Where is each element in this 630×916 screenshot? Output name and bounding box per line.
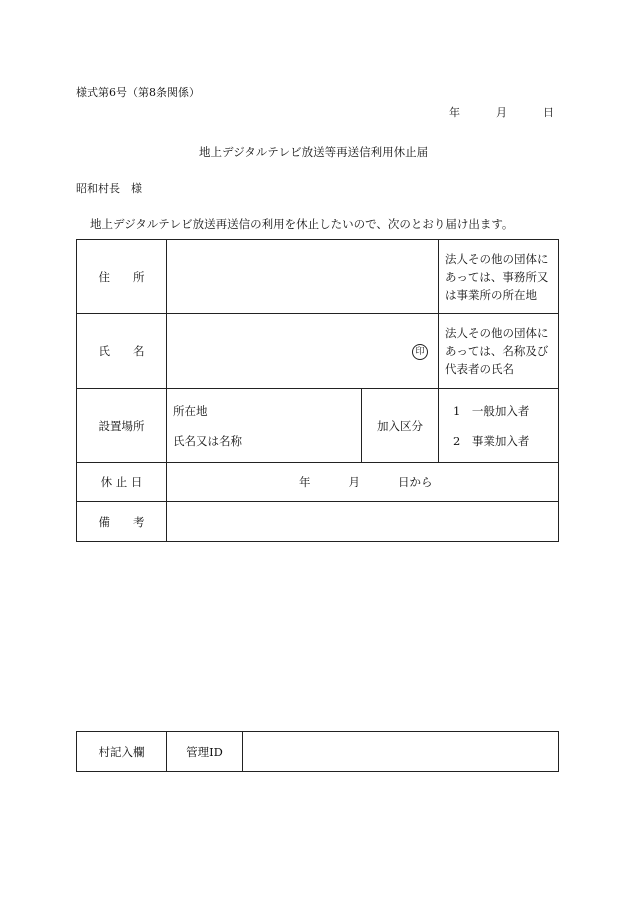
category-options [439, 389, 559, 463]
install-location-label: 所在地 [173, 403, 208, 418]
date-month-label: 月 [496, 106, 507, 119]
address-note-line: 法人その他の団体に [445, 251, 549, 266]
management-id-field[interactable] [243, 732, 559, 772]
category-option-general[interactable]: 1 一般加入者 [453, 403, 530, 418]
name-field[interactable] [167, 314, 439, 389]
suspend-row [77, 463, 559, 502]
name-note [439, 314, 559, 389]
remarks-label: 備 考 [77, 502, 167, 542]
install-label: 設置場所 [77, 389, 167, 463]
address-note [439, 240, 559, 314]
name-note-line: 法人その他の団体に [445, 326, 549, 340]
suspend-label: 休 止 日 [77, 463, 167, 502]
name-row [77, 314, 559, 389]
seal-mark: 印 [412, 344, 428, 360]
admin-table [76, 731, 559, 772]
name-label: 氏 名 [77, 314, 167, 389]
date-day-label: 日 [543, 106, 554, 119]
remarks-field[interactable] [167, 502, 559, 542]
category-label: 加入区分 [362, 389, 439, 463]
address-note-line: あっては、事務所又 [445, 269, 549, 284]
address-note-line: は事業所の所在地 [445, 287, 538, 302]
name-note-line: あっては、名称及び [445, 344, 549, 358]
admin-row [77, 732, 559, 772]
application-form-table [76, 239, 559, 542]
name-note-line: 代表者の氏名 [445, 362, 515, 376]
address-label: 住 所 [77, 240, 167, 314]
install-name-label: 氏名又は名称 [173, 433, 242, 448]
category-option-business[interactable]: 2 事業加入者 [453, 433, 530, 448]
document-title: 地上デジタルテレビ放送等再送信利用休止届 [199, 145, 429, 159]
address-field[interactable] [167, 240, 439, 314]
suspend-from-label: 日から [398, 475, 433, 489]
install-row [77, 389, 559, 463]
install-field[interactable] [167, 389, 362, 463]
management-id-label: 管理ID [167, 732, 243, 772]
address-row [77, 240, 559, 314]
remarks-row [77, 502, 559, 542]
suspend-month-label: 月 [348, 475, 360, 489]
date-year-label: 年 [449, 106, 460, 119]
suspend-date-field[interactable] [167, 463, 559, 502]
suspend-year-label: 年 [299, 475, 311, 489]
form-number: 様式第6号（第8条関係） [76, 86, 200, 99]
addressee: 昭和村長 様 [76, 182, 142, 195]
intro-text: 地上デジタルテレビ放送再送信の利用を休止したいので、次のとおり届け出ます。 [90, 217, 514, 231]
village-entry-label: 村記入欄 [77, 732, 167, 772]
submission-date [449, 104, 554, 120]
